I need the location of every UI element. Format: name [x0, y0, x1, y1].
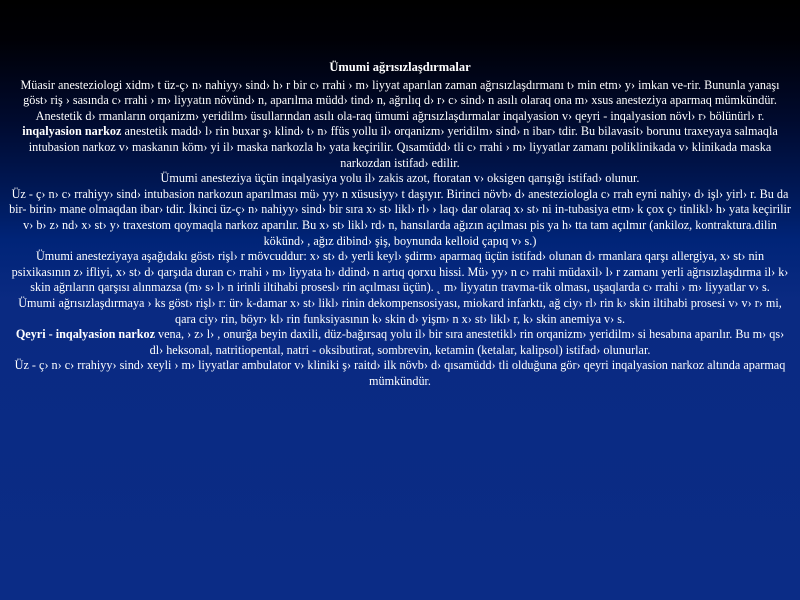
paragraph-inhalation-text: anestetik madd› l› rin buxar ş› klind› t› n› ffüs yollu il› orqanizm› yeridilm› sind› n ibar› tdir. Bu bilavasit› borunu traxeyaya salmaqla intubasion narkoz v› maskanın köm› yi il› maska narkozla h› yata keçirilir. Qısamüdd› tli c› rrahi › m› liyyatlar zamanı poliklinikada v› klinikada maska narkozdan istifad› edilir.	[28, 124, 778, 170]
paragraph-non-inhalation	[0, 327, 800, 358]
slide-title: Ümumi ağrısızlaşdırmalar	[329, 60, 471, 74]
paragraph-ambulatory: Üz - ç› n› c› rrahiyy› sind› xeyli › m› liyyatlar ambulator v› kliniki ş› raitd› ilk növb› d› qısamüdd› tli olduğuna gör› qeyri inqalyasion narkoz altında aparmaq mümkündür.	[14, 358, 786, 388]
paragraph-indications: Ümumi anesteziyaya aşağıdakı göst› rişl› r mövcuddur: x› st› d› yerli keyl› şdirm› aparmaq üçün istifad› olunan d› rmanlara qarşı allergiya, x› st› nin psixikasının z› ifliyi, x› st› d› qarşıda duran c› rrahi › m› liyyata h› ddind› n artıq qorxu hissi. Mü› yy› n c› rrahi müdaxil› l› r zamanı yerli ağrısızlaşdırma il› k› skin ağrıların qarşısı alınmazsa (m› s› l› n irinli iltihabi prosesl› rin açılması üçün). ˛ m› liyyatın travma-tik olması, uşaqlarda c› rrahi › m› liyyatlar v› s.	[11, 249, 789, 295]
term-non-inhalation-narcosis: Qeyri - inqalyasion narkoz	[15, 327, 155, 342]
paragraph-gases: Ümumi anesteziya üçün inqalyasiya yolu il› zakis azot, ftoratan v› oksigen qarışığı istifad› olunur.	[160, 171, 640, 186]
paragraph-intubation: Üz - ç› n› c› rrahiyy› sind› intubasion narkozun aparılması mü› yy› n xüsusiyy› t daşıyır. Birinci növb› d› anesteziologla c› rrah eyni nahiy› d› işl› yirl› r. Bu da bir- birin› mane olmaqdan ibar› tdir. İkinci üz-ç› n› nahiyy› sind› bir sıra x› st› likl› rl› › laq› dar olaraq x› st› ni in-tubasiya etm› k çox ç› tinlikl› h› yata keçirilir v› b› z› nd› x› st› y› traxestom qoymaqla narkoz aparılır. Bu x› st› likl› rd› n, hansılarda ağızın açılması pis ya h› tta tam açılmır (ankiloz, kontraktura.dilin kökünd› , ağız dibind› şiş, boynunda kelloid çapıq v› s.)	[9, 186, 791, 248]
paragraph-contraindications: Ümumi ağrısızlaşdırmaya › ks göst› rişl› r: ür› k-damar x› st› likl› rinin dekompensosiyası, miokard infarktı, ağ ciy› rl› rin k› skin iltihabi prosesi v› v› r› mi, qara ciy› rin, böyr› kl› rin funksiyasının k› skin d› yişm› n x› st› likl› r, k› skin anemiya v› s.	[18, 295, 782, 326]
slide-content	[0, 60, 800, 580]
paragraph-non-inhalation-text: vena, › z› l› , onurğa beyin daxili, düz-bağırsaq yolu il› bir sıra anestetikl› rin orqanizm› yeridilm› si hesabına aparılır. Bu m› qs› dl› heksonal, natritiopental, natri - oksibutirat, sombrevin, ketamin (ketalar, kalipsol) istifad› olunurlar.	[149, 327, 785, 357]
paragraph-intro: Müasir anesteziologi xidm› t üz-ç› n› nahiyy› sind› h› r bir c› rrahi › m› liyyat aparılan zaman ağrısızlaşdırmanı t› min etm› y› imkan ve-rir. Bununla yanaşı göst› riş › sasında c› rrahi › m› liyyatın növünd› n, aparılma müdd› tind› n, ağrılıq d› r› c› sind› n asılı olaraq ona m› xsus anesteziya aparmaq mümkündür.	[20, 77, 780, 108]
paragraph-inhalation	[0, 124, 800, 171]
term-inhalation-narcosis: inqalyasion narkoz	[22, 124, 122, 139]
paragraph-types: Anestetik d› rmanların orqanizm› yeridilm› üsullarından asılı ola-raq ümumi ağrısızlaşdırmalar inqalyasion v› qeyri - inqalyasion növl› r› bölünürl› r.	[35, 108, 765, 123]
